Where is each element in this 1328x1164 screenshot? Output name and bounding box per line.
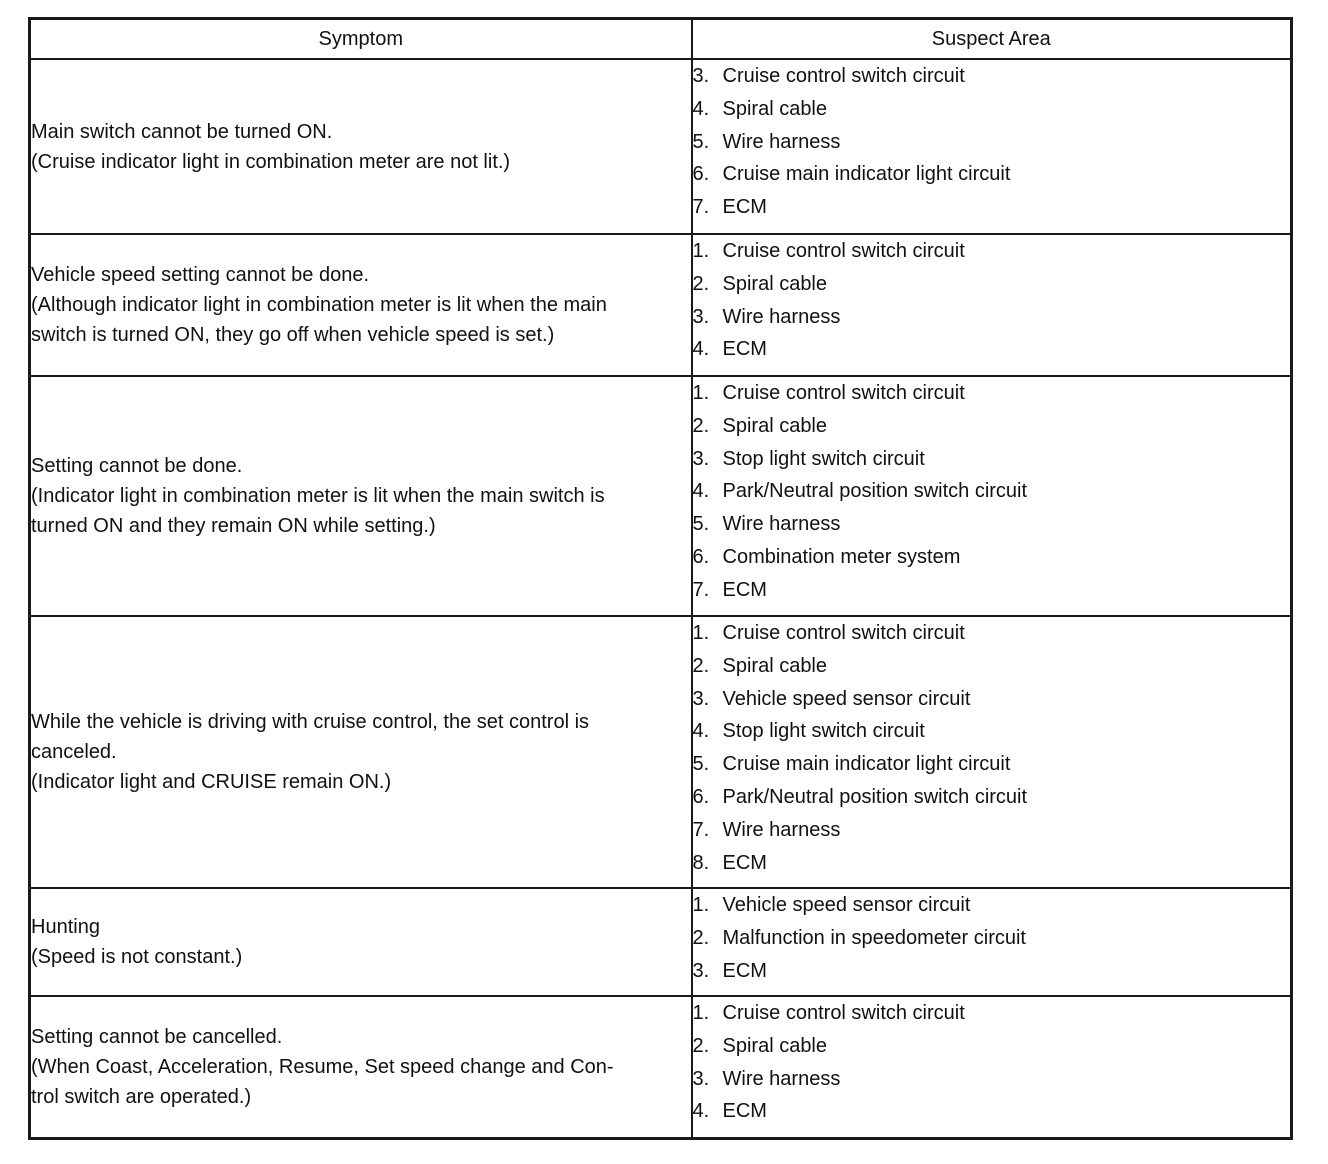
table-row (30, 234, 1292, 376)
suspect-item (693, 715, 1291, 748)
table-row (30, 376, 1292, 616)
symptom-line: While the vehicle is driving with cruise control, the set control is (31, 711, 590, 733)
suspect-item (693, 268, 1291, 301)
suspect-item (693, 443, 1291, 476)
suspect-area-header: Suspect Area (692, 19, 1292, 60)
suspect-item-number: 4. (692, 338, 710, 361)
suspect-item-text: Wire harness (722, 130, 841, 153)
symptom-cell (30, 996, 692, 1138)
symptom-line: Setting cannot be cancelled. (31, 1025, 283, 1048)
suspect-item-number: 2. (692, 272, 710, 295)
suspect-item (693, 889, 1291, 922)
suspect-item-number: 1. (692, 894, 710, 916)
symptom-line: trol switch are operated.) (31, 1085, 252, 1108)
suspect-item-number: 5. (692, 130, 710, 153)
suspect-item-text: Cruise control switch circuit (722, 65, 965, 87)
table-row (30, 616, 1292, 888)
suspect-item-text: Spiral cable (722, 97, 828, 120)
suspect-area-cell (692, 616, 1292, 888)
suspect-item-text: Cruise control switch circuit (722, 1002, 965, 1024)
symptom-line: Hunting (31, 916, 100, 938)
suspect-item-text: Cruise control switch circuit (722, 622, 965, 644)
suspect-item (693, 781, 1291, 814)
suspect-item-text: ECM (722, 959, 767, 982)
table-row (30, 996, 1292, 1138)
suspect-item-text: ECM (722, 1100, 767, 1123)
suspect-item-number: 1. (692, 622, 710, 644)
symptom-header: Symptom (30, 19, 692, 60)
suspect-item (693, 574, 1291, 607)
suspect-item (693, 847, 1291, 880)
suspect-item (693, 922, 1291, 955)
symptom-line: canceled. (31, 741, 117, 763)
symptom-line: Main switch cannot be turned ON. (31, 120, 333, 143)
suspect-item (693, 997, 1291, 1030)
suspect-item-text: ECM (722, 578, 767, 601)
suspect-item-number: 1. (692, 1002, 710, 1024)
suspect-item-number: 8. (692, 851, 710, 874)
symptom-line: (Although indicator light in combination meter is lit when the main (31, 294, 607, 316)
suspect-list (693, 997, 1291, 1128)
symptom-line: turned ON and they remain ON while setting.) (31, 515, 436, 537)
suspect-item (693, 814, 1291, 847)
suspect-item-text: Cruise main indicator light circuit (722, 753, 1011, 776)
suspect-item-number: 3. (692, 65, 710, 87)
suspect-item-text: Malfunction in speedometer circuit (722, 926, 1026, 949)
suspect-item-text: ECM (722, 196, 767, 219)
suspect-area-cell (692, 59, 1292, 234)
suspect-list (693, 377, 1291, 607)
suspect-item-number: 7. (692, 578, 710, 601)
suspect-area-cell (692, 996, 1292, 1138)
suspect-item-text: Cruise control switch circuit (722, 240, 965, 262)
suspect-item (693, 235, 1291, 268)
suspect-item-number: 4. (692, 1100, 710, 1123)
suspect-item (693, 541, 1291, 574)
suspect-item-number: 3. (692, 959, 710, 982)
symptom-line: (When Coast, Acceleration, Resume, Set speed change and Con- (31, 1055, 614, 1078)
suspect-item (693, 617, 1291, 650)
symptom-cell (30, 616, 692, 888)
suspect-item-text: Wire harness (722, 1067, 841, 1090)
suspect-item-number: 2. (692, 414, 710, 437)
suspect-item-text: Cruise main indicator light circuit (722, 163, 1011, 186)
suspect-item-number: 6. (692, 545, 710, 568)
suspect-item-text: Combination meter system (722, 545, 961, 568)
suspect-item-text: Spiral cable (722, 272, 828, 295)
suspect-item (693, 158, 1291, 191)
suspect-list (693, 235, 1291, 366)
symptom-cell (30, 376, 692, 616)
symptom-line: Setting cannot be done. (31, 455, 243, 477)
suspect-item (693, 410, 1291, 443)
symptom-line: (Cruise indicator light in combination meter are not lit.) (31, 150, 511, 173)
symptom-line: Vehicle speed setting cannot be done. (31, 264, 370, 286)
suspect-item (693, 508, 1291, 541)
suspect-item (693, 1063, 1291, 1096)
suspect-item (693, 301, 1291, 334)
symptom-cell (30, 234, 692, 376)
suspect-item (693, 475, 1291, 508)
suspect-item-text: Spiral cable (722, 414, 828, 437)
table-row (30, 59, 1292, 234)
suspect-area-cell (692, 888, 1292, 996)
suspect-list (693, 60, 1291, 224)
symptom-cell (30, 888, 692, 996)
suspect-item (693, 955, 1291, 988)
suspect-item-number: 4. (692, 97, 710, 120)
suspect-item-text: Wire harness (722, 818, 841, 841)
suspect-item (693, 683, 1291, 716)
suspect-item-number: 2. (692, 1034, 710, 1057)
suspect-item (693, 126, 1291, 159)
suspect-item-text: Park/Neutral position switch circuit (722, 480, 1028, 503)
symptom-line: (Indicator light and CRUISE remain ON.) (31, 771, 392, 793)
suspect-item (693, 1095, 1291, 1128)
suspect-area-cell (692, 376, 1292, 616)
suspect-item-text: Cruise control switch circuit (722, 382, 965, 404)
symptom-cell (30, 59, 692, 234)
suspect-item-text: Vehicle speed sensor circuit (722, 894, 971, 916)
suspect-item-text: Park/Neutral position switch circuit (722, 785, 1028, 808)
suspect-item-number: 3. (692, 447, 710, 470)
symptom-line: (Indicator light in combination meter is lit when the main switch is (31, 485, 605, 507)
suspect-item-number: 7. (692, 196, 710, 219)
suspect-item (693, 60, 1291, 93)
suspect-item-text: Vehicle speed sensor circuit (722, 687, 971, 710)
suspect-area-cell (692, 234, 1292, 376)
suspect-item-text: Stop light switch circuit (722, 447, 925, 470)
suspect-item-number: 3. (692, 305, 710, 328)
suspect-item-number: 1. (692, 240, 710, 262)
suspect-item-text: ECM (722, 851, 767, 874)
suspect-item-number: 4. (692, 480, 710, 503)
suspect-item (693, 1030, 1291, 1063)
suspect-item-number: 6. (692, 163, 710, 186)
suspect-item-text: Spiral cable (722, 1034, 828, 1057)
suspect-item-number: 2. (692, 654, 710, 677)
suspect-item (693, 191, 1291, 224)
suspect-item-number: 2. (692, 926, 710, 949)
suspect-item-number: 3. (692, 1067, 710, 1090)
suspect-item-number: 7. (692, 818, 710, 841)
header-row (30, 19, 1292, 60)
suspect-list (693, 617, 1291, 879)
suspect-item (693, 333, 1291, 366)
suspect-item-text: Stop light switch circuit (722, 720, 925, 743)
symptom-line: (Speed is not constant.) (31, 946, 243, 968)
suspect-item-text: Wire harness (722, 513, 841, 536)
suspect-item (693, 748, 1291, 781)
suspect-item-text: ECM (722, 338, 767, 361)
suspect-item-number: 1. (692, 382, 710, 404)
suspect-item-number: 5. (692, 753, 710, 776)
suspect-item (693, 377, 1291, 410)
suspect-item-number: 5. (692, 513, 710, 536)
suspect-item (693, 650, 1291, 683)
suspect-item-number: 4. (692, 720, 710, 743)
suspect-item-text: Spiral cable (722, 654, 828, 677)
suspect-item-number: 6. (692, 785, 710, 808)
suspect-item (693, 93, 1291, 126)
symptom-line: switch is turned ON, they go off when vehicle speed is set.) (31, 324, 555, 346)
suspect-list (693, 889, 1291, 987)
suspect-item-text: Wire harness (722, 305, 841, 328)
troubleshooting-table (28, 17, 1293, 1140)
table-row (30, 888, 1292, 996)
suspect-item-number: 3. (692, 687, 710, 710)
